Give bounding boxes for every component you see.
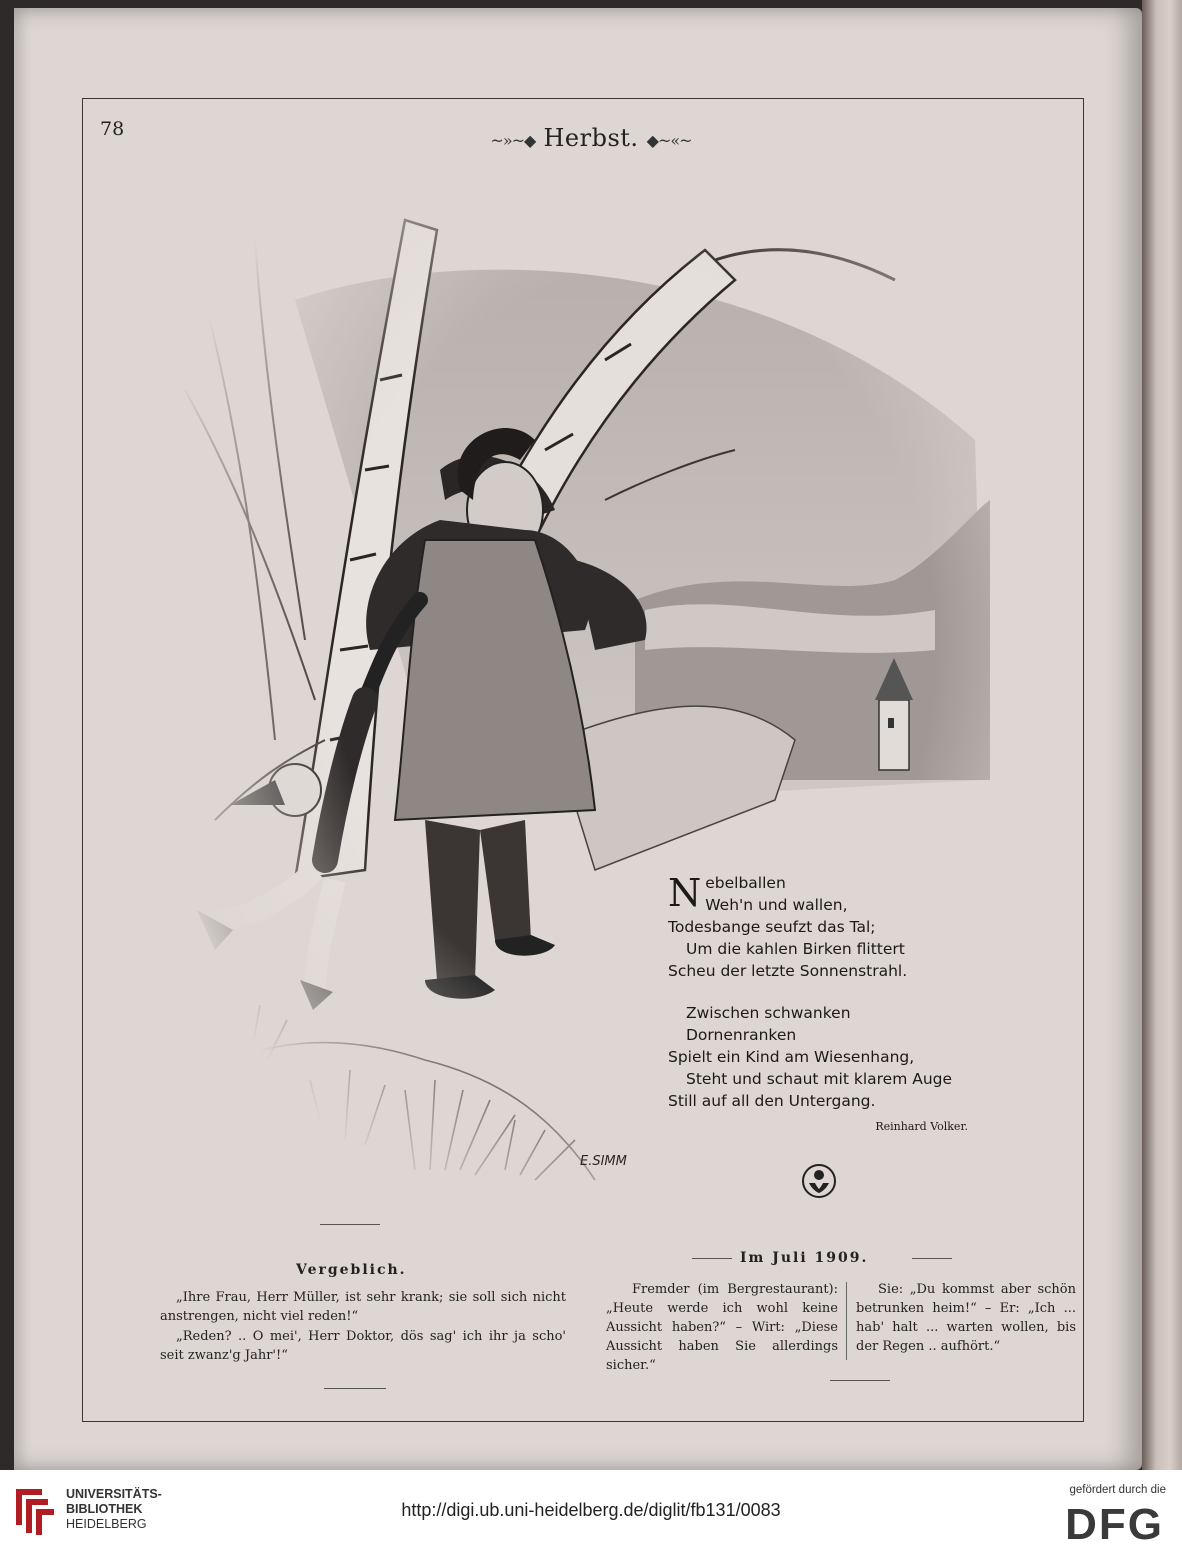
library-line-2: BIBLIOTHEK xyxy=(66,1502,143,1516)
document-url-link[interactable]: http://digi.ub.uni-heidelberg.de/diglit/fb131/0083 xyxy=(401,1500,781,1520)
poem-line: Dornenranken xyxy=(686,1026,797,1044)
funding-note: gefördert durch die xyxy=(1069,1484,1166,1496)
dfg-logo: DFG xyxy=(1065,1500,1164,1549)
divider-rule xyxy=(830,1380,890,1381)
juli-column-2: Sie: „Du kommst aber schön betrunken heim!“ – Er: „Ich ... hab' halt ... warten wollen, bis der Regen .. aufhört.“ xyxy=(856,1282,1076,1354)
poem-stanza-2 xyxy=(668,1002,968,1112)
title-rule-left xyxy=(692,1258,732,1259)
poem-line: Zwischen schwanken xyxy=(686,1004,851,1022)
ornament-emblem-icon xyxy=(801,1163,837,1199)
poem-line: Still auf all den Untergang. xyxy=(668,1092,876,1110)
stanza-gap xyxy=(668,982,968,1002)
poem-author: Reinhard Volker. xyxy=(875,1120,968,1133)
library-line-1: UNIVERSITÄTS- xyxy=(66,1487,162,1501)
vergeblich-paragraph-1: „Ihre Frau, Herr Müller, ist sehr krank; sie soll sich nicht anstrengen, nicht viel reden!“ xyxy=(160,1290,566,1324)
poem-stanza-1 xyxy=(668,872,968,982)
divider-rule xyxy=(324,1388,386,1389)
vergeblich-title: Vergeblich. xyxy=(296,1262,407,1278)
book-spine xyxy=(1142,0,1182,1470)
artist-signature: E.SIMM xyxy=(580,1154,627,1169)
heading-ornament-left: ~»~◆ xyxy=(490,131,536,150)
page-number: 78 xyxy=(100,118,125,140)
poem xyxy=(668,872,968,1138)
poem-line: Weh'n und wallen, xyxy=(705,896,848,914)
heading-ornament-right: ◆~«~ xyxy=(646,131,692,150)
title-rule-right xyxy=(912,1258,952,1259)
vergeblich-paragraph-2: „Reden? .. O mei', Herr Doktor, dös sag' ich ihr ja scho' seit zwanz'g Jahr'!“ xyxy=(160,1329,566,1363)
poem-line: Steht und schaut mit klarem Auge xyxy=(686,1070,953,1088)
poem-line: ebelballen xyxy=(705,874,786,892)
heading-title: Herbst. xyxy=(543,124,639,152)
footer-bar xyxy=(0,1470,1182,1558)
divider-rule xyxy=(320,1224,380,1225)
poem-line: Spielt ein Kind am Wiesenhang, xyxy=(668,1048,915,1066)
juli-title: Im Juli 1909. xyxy=(740,1250,869,1266)
page-heading xyxy=(0,124,1182,152)
poem-line: Todesbange seufzt das Tal; xyxy=(668,918,876,936)
poem-dropcap: N xyxy=(668,871,702,915)
juli-column-1: Fremder (im Bergrestaurant): „Heute werde ich wohl keine Aussicht haben?“ – Wirt: „Diese Aussicht haben Sie allerdings sicher.“ xyxy=(606,1282,838,1373)
column-divider xyxy=(846,1282,847,1360)
poem-line: Um die kahlen Birken flittert xyxy=(686,940,905,958)
poem-line: Scheu der letzte Sonnenstrahl. xyxy=(668,962,908,980)
library-line-3: HEIDELBERG xyxy=(66,1517,147,1531)
